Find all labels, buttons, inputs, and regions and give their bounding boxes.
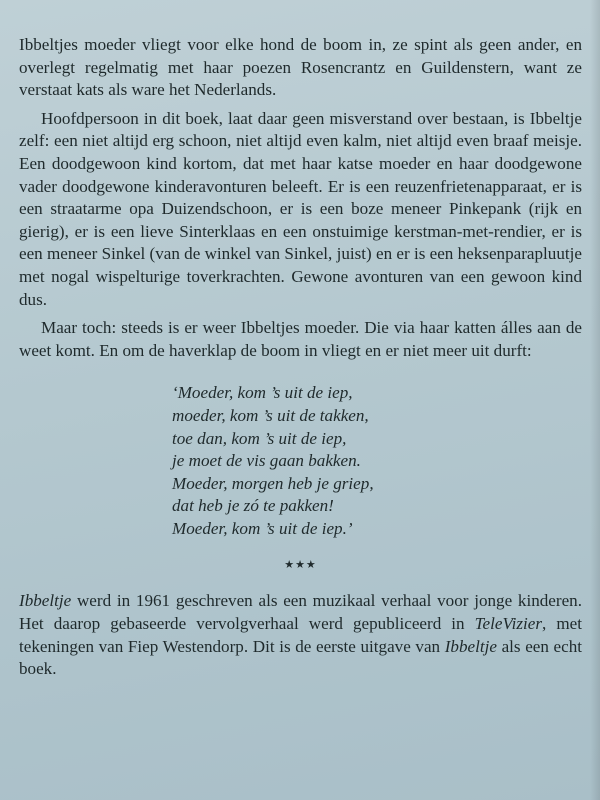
section-separator: ★★★ [284, 559, 317, 572]
poem-line: dat heb je zó te pakken! [172, 496, 334, 516]
book-title: Ibbeltje [444, 636, 497, 656]
paragraph-intro: Ibbeltjes moeder vliegt voor elke hond de boom in, ze spint als geen ander, en overlegt regelmatig met haar poezen Rosencrantz en Guildenstern, want ze verstaat kats als ware het Nederlands. [19, 35, 582, 100]
poem-line: moeder, kom ’s uit de takken, [172, 405, 369, 425]
note-text: werd in 1961 geschreven als een muzikaal verhaal voor jonge kinderen. Het daarop gebaseerde vervolgverhaal werd gepubliceerd in [19, 591, 582, 634]
poem [172, 382, 582, 540]
magazine-title: TeleVizier [474, 614, 543, 634]
poem-line: je moet de vis gaan bakken. [172, 451, 361, 471]
poem-line: Moeder, kom ’s uit de iep.’ [172, 518, 353, 538]
note-text: , met tekeningen van Fiep Westendorp. Dit is de eerste uitgave van [19, 614, 582, 656]
paragraph-mother: Maar toch: steeds is er weer Ibbeltjes moeder. Die via haar katten álles aan de weet komt. En om de haverklap de boom in vliegt en er niet meer uit durft: [19, 318, 582, 360]
paragraph-main-character: Hoofdpersoon in dit boek, laat daar geen misverstand over bestaan, is Ibbeltje zelf: een niet altijd erg schoon, niet altijd even kalm, niet altijd even braaf meisje. Een doodgewoon kind kortom, dat met haar katse moeder en haar doodgewone vader doodgewone kinderavonturen beleeft. Er is een reuzenfrietenapparaat, er is een straatarme opa Duizendschoon, er is een boze meneer Pinkepank (rijk en gierig), er is een lieve Sinterklaas en een onstuimige kerstman-met-rendier, er is een meneer Sinkel (van de winkel van Sinkel, juist) en er is een heksenparapluutje met nogal wispelturige toverkrachten. Gewone avonturen van een gewoon kind dus. [19, 108, 582, 309]
note-text: als een echt boek. [19, 636, 583, 679]
book-title: Ibbeltje [19, 591, 72, 611]
paragraph-publication-note [19, 590, 582, 680]
poem-line: toe dan, kom ’s uit de iep, [172, 428, 347, 448]
poem-line: Moeder, morgen heb je griep, [172, 473, 374, 493]
poem-line: ‘Moeder, kom ’s uit de iep, [172, 383, 353, 403]
